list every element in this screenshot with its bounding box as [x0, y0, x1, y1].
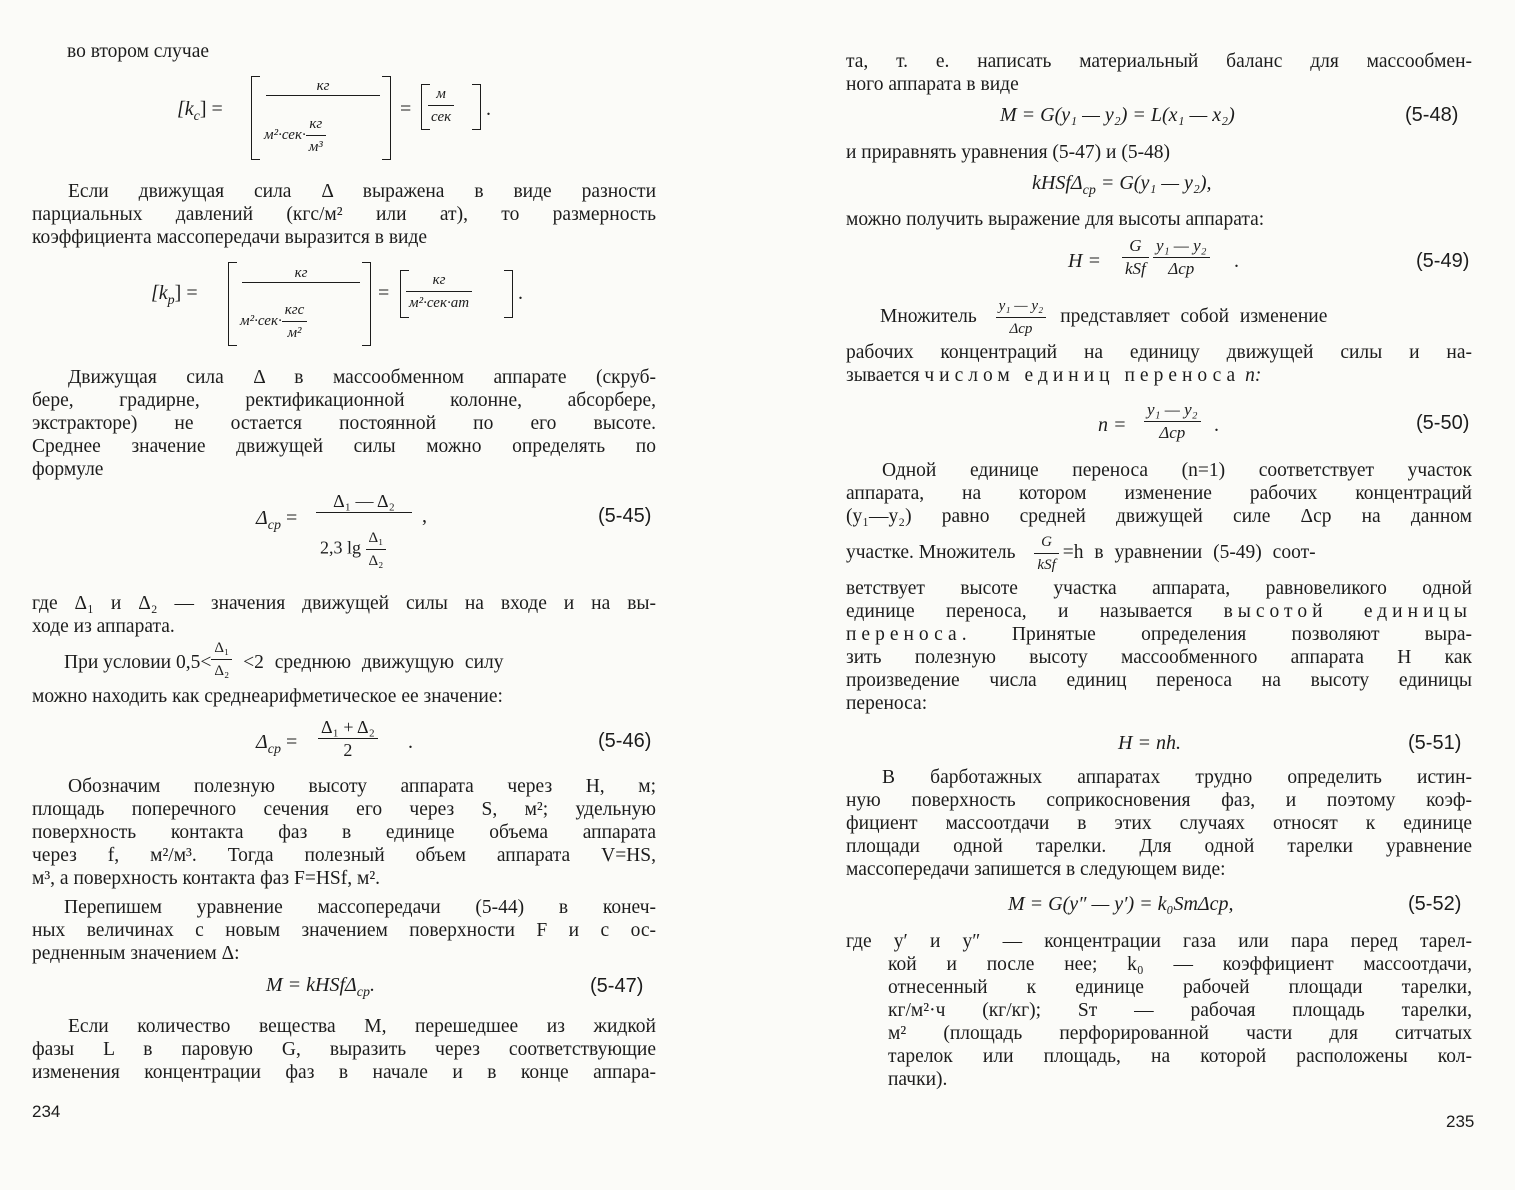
right-bracket: [382, 76, 391, 160]
paragraph-6: Перепишем уравнение массопередачи (5-44) в конеч- ных величинах с новым значением поверхности F и с ос- редненным значением Δ:: [32, 897, 656, 964]
kc-denominator: м²·сек· $\frac{кг}{\text{м³}}$: [264, 114, 326, 157]
equation-number: (5-45): [598, 505, 652, 527]
paragraph-4: При условии 0,5< $\frac{\text{Δ₁}}{\text{Δ₂}}$ <2 среднюю движущую силу можно находить как среднеарифметическое ее значение:: [32, 640, 504, 707]
left-page: во втором случае $[k_c]$ = кг м²·сек· $\frac{кг}{\text{м³}}$ = $\frac{м}{\text{сек}}$ . Если движущая сила Δ выражена в виде разности парциальных давлений (кгс/м² или ат), то размерность коэффициента массопередачи выразится в виде $[k_p]$ = кг м²·сек· $\frac{\text{кгс}}{\text{м²}}$ = $\frac{кг}{\text{м²·сек·ат}}$ . Движущая сила Δ в массообменном аппарате (скруб- бере, градирне, ректификационной колонне, абсорбере, экстракторе) не остается постоянной по его высоте. Среднее значение движущей силы можно определять по формуле $\Delta_{ср}$ = Δ₁ — Δ₂ 2,3 lg $\frac{\text{Δ₁}}{\text{Δ₂}}$ , (5-45) где Δ₁ и Δ₂ — значения движущей силы на входе и на вы- ходе из аппарата. При условии 0,5< $\frac{\text{Δ₁}}{\text{Δ₂}}$ <2 среднюю движущую силу можно находить как среднеарифметическое ее значение: $\Delta_{ср}$ = $\frac{\text{Δ₁ + Δ₂}}{2}$ . (5-46) Обозначим полезную высоту аппарата через H, м; площадь поперечного сечения его через S, м²; удельную поверхность контакта фаз в единице объема аппарата через f, м²/м³. Тогда полезный объем аппарата V=HS, м³, а поверхность контакта фаз F=HSf, м². Перепишем уравнение массопередачи (5-44) в конеч- ных величинах с новым значением поверхности F и с ос- редненным значением Δ: M = kHSfΔ$_{ср}$. (5-47) Если количество вещества M, перешедшее из жидкой фазы L в паровую G, выразить через соответствующие изменения концентрации фаз в начале и в конце аппара- 234: [32, 41, 656, 1121]
paragraph-r6: В барботажных аппаратах трудно определить истин- ную поверхность соприкосновения фаз, и поэтому коэф- фициент массоотдачи в этих случаях относят к единице площади одной тарелки. Для одной тарелки уравнение массопередачи запишется в следующем виде:: [846, 767, 1472, 880]
paragraph-r2: и приравнять уравнения (5-47) и (5-48): [846, 142, 1171, 163]
page-number: 234: [32, 1102, 61, 1121]
page-number: 235: [1446, 1112, 1475, 1131]
paragraph-r5: Одной единице переноса (n=1) соответствует участок аппарата, на котором изменение рабочих концентраций (y₁—y₂) равно средней движущей силе Δср на данном участке. Множитель $\frac{G}{\text{kSf}}$ =h в уравнении (5-49) соот- ветствует высоте участка аппарата, равновеликого одной единице переноса, и называется высотой единицы переноса. Принятые определения позволяют выра- зить полезную высоту массообменного аппарата H как произведение числа единиц переноса на высоту единицы переноса:: [846, 460, 1472, 714]
paragraph-7: Если количество вещества M, перешедшее из жидкой фазы L в паровую G, выразить через соответствующие изменения концентрации фаз в начале и в конце аппара-: [32, 1016, 656, 1083]
paragraph-5: Обозначим полезную высоту аппарата через H, м; площадь поперечного сечения его через S, м²; удельную поверхность контакта фаз в единице объема аппарата через f, м²/м³. Тогда полезный объем аппарата V=HS, м³, а поверхность контакта фаз F=HSf, м².: [32, 776, 656, 889]
kc-numerator: кг: [266, 78, 380, 96]
paragraph-3: где Δ₁ и Δ₂ — значения движущей силы на входе и на вы- ходе из аппарата.: [32, 593, 656, 637]
paragraph-r7: где y′ и y″ — концентрации газа или пара перед тарел- кой и после нее; k₀ — коэффициент массоотдачи, отнесенный к единице рабочей площади тарелки, кг/м²·ч (кг/кг); Sт — рабочая площадь тарелки, м² (площадь перфорированной части для ситчатых тарелок или площадь, на которой расположены кол- пачки).: [846, 931, 1472, 1090]
intro-text: во втором случае: [67, 41, 210, 62]
left-bracket: [251, 76, 260, 160]
right-page: та, т. е. написать материальный баланс для массообмен- ного аппарата в виде M = G(y₁ — y₂) = L(x₁ — x₂) (5-48) и приравнять уравнения (5-47) и (5-48) kHSfΔ$_{ср}$ = G(y₁ — y₂), можно получить выражение для высоты аппарата: H = $\frac{G}{\text{kSf}}$ $\frac{\text{y₁ — y₂}}{\text{Δср}}$ . (5-49) Множитель $\frac{\text{y₁ — y₂}}{\text{Δср}}$ представляет собой изменение рабочих концентраций на единицу движущей силы и на- зывается числом единиц переноса n: n = $\frac{\text{y₁ — y₂}}{\text{Δср}}$ . (5-50) Одной единице переноса (n=1) соответствует участок аппарата, на котором изменение рабочих концентраций (y₁—y₂) равно средней движущей силе Δср на данном участке. Множитель $\frac{G}{\text{kSf}}$ =h в уравнении (5-49) соот- ветствует высоте участка аппарата, равновеликого одной единице переноса, и называется высотой единицы переноса. Принятые определения позволяют выра- зить полезную высоту массообменного аппарата H как произведение числа единиц переноса на высоту единицы переноса: H = nh. (5-51) В барботажных аппаратах трудно определить истин- ную поверхность соприкосновения фаз, и поэтому коэф- фициент массоотдачи в этих случаях относят к единице площади одной тарелки. Для одной тарелки уравнение массопередачи запишется в следующем виде: M = G(y″ — y′) = k₀SтΔср, (5-52) где y′ и y″ — концентрации газа или пара перед тарел- кой и после нее; k₀ — коэффициент массоотдачи, отнесенный к единице рабочей площади тарелки, кг/м²·ч (кг/кг); Sт — рабочая площадь тарелки, м² (площадь перфорированной части для ситчатых тарелок или площадь, на которой расположены кол- пачки). 235: [846, 51, 1475, 1131]
paragraph-r3: можно получить выражение для высоты аппарата:: [846, 209, 1265, 230]
paragraph-2: Движущая сила Δ в массообменном аппарате (скруб- бере, градирне, ректификационной колонне, абсорбере, экстракторе) не остается постоянной по его высоте. Среднее значение движущей силы можно определять по формуле: [32, 367, 656, 480]
paragraph-1: Если движущая сила Δ выражена в виде разности парциальных давлений (кгс/м² или ат), то размерность коэффициента массопередачи выразится в виде: [32, 181, 656, 248]
paragraph-r4: Множитель $\frac{\text{y₁ — y₂}}{\text{Δср}}$ представляет собой изменение рабочих концентраций на единицу движущей силы и на- зывается числом единиц переноса n:: [846, 298, 1472, 386]
paragraph-r1: та, т. е. написать материальный баланс для массообмен- ного аппарата в виде: [846, 51, 1472, 95]
